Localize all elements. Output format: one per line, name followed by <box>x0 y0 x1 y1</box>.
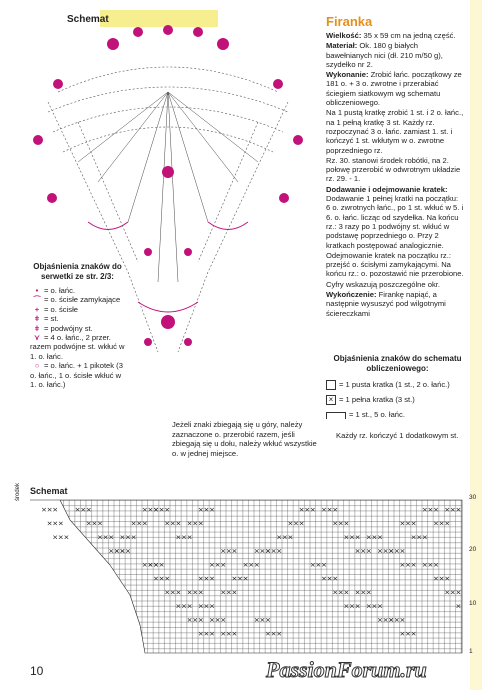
add-text: Dodawanie 1 pełnej kratki na początku: 6 o. zwrotnych łańc., po 1 st. wkłuć w 5. i 6. o. łańc. licząc od szydełka. Na końcu rz.: 3 razy po 1 podwójny st. wkłuć w podstawę poprzedniego o. Przy 2 kratkach postępować analogicznie. <box>326 194 464 250</box>
doily-stitch-rays <box>78 92 258 282</box>
bar-symbol-icon <box>326 412 346 419</box>
schema-heading: Schemat <box>67 14 109 25</box>
row-label-10: 10 <box>469 600 477 607</box>
row-label-20: 20 <box>469 546 477 553</box>
chain-symbol-icon: • <box>35 286 39 295</box>
grid-side-label: środek <box>15 482 21 501</box>
instructions <box>326 31 464 319</box>
sub-text: Odejmowanie kratek na początku rz.: przejść o. ścisłymi zamykającymi. Na końcu rz.: o. pozostawić nie przerobione. <box>326 250 464 279</box>
material-text: Ok. 180 g białych bawełnianych nici (dł. 210 m/50 g), szydełko nr 2. <box>326 41 443 69</box>
legend-item: + = o. ścisłe <box>30 305 125 314</box>
finish-text: Firankę napiąć, a następnie wysuszyć pod wilgotnymi ściereczkami <box>326 290 446 318</box>
legend-right-heading: Objaśnienia znaków do schematu obliczeniowego: <box>333 354 462 373</box>
size-label: Wielkość: <box>326 31 362 40</box>
size-text: 35 x 59 cm na jedną część. <box>363 31 456 40</box>
legend-item: × = 1 pełna kratka (3 st.) <box>326 395 466 405</box>
legend-item: ⌒ = o. ścisłe zamykające <box>30 295 125 304</box>
legend-item: • = o. łańc. <box>30 286 125 295</box>
instructions-p1: Na 1 pustą kratkę zrobić 1 st. i 2 o. łańc., na 1 pełną kratkę 3 st. Każdy rz. rozpoczynać 3 o. łańc. zamiast 1. st. i kończyć 1 st. wkłutym w o. zwrotne poprzedniego rz. <box>326 108 464 155</box>
pattern-title: Firanka <box>326 14 373 29</box>
picot-icon: ○ <box>34 361 40 371</box>
filled-square-icon: × <box>326 395 336 405</box>
row-label-1: 1 <box>469 648 473 655</box>
numbers-text: Cyfry wskazują poszczególne okr. <box>326 279 440 289</box>
row-label-30: 30 <box>469 494 477 501</box>
treble-crochet-icon: ǂ <box>34 323 40 333</box>
add-label: Dodawanie i odejmowanie kratek: <box>326 184 448 194</box>
legend-item: ⋎ = 4 o. łańc., 2 przer. razem podwójne st. wkłuć w 1. o. łańc. <box>30 333 125 361</box>
material-label: Materiał: <box>326 41 358 51</box>
legend-item: ○ = o. łańc. + 1 pikotek (3 o. łańc., 1 o. ścisłe wkłuć w 1. o. łańc.) <box>30 361 123 390</box>
single-crochet-icon: + <box>34 304 40 314</box>
legend-item: = 1 st., 5 o. łańc. <box>326 410 466 420</box>
legend-item: ǂ = st. <box>30 314 125 323</box>
legend-item: ǂ = podwójny st. <box>30 324 125 333</box>
double-crochet-icon: ǂ <box>34 314 40 324</box>
finish-label: Wykończenie: <box>326 290 377 300</box>
slip-stitch-icon: ⌒ <box>33 295 41 305</box>
legend-left-heading: Objaśnienia znaków do serwetki ze str. 2/3: <box>33 262 122 281</box>
page-number: 10 <box>30 664 44 678</box>
legend-right <box>326 380 466 420</box>
making-label: Wykonanie: <box>326 70 369 80</box>
filet-grid <box>30 495 470 660</box>
legend-left <box>30 262 125 389</box>
cluster-icon: ⋎ <box>34 333 40 343</box>
empty-square-icon <box>326 380 336 390</box>
row-end-note: Każdy rz. kończyć 1 dodatkowym st. <box>336 431 459 440</box>
page-edge-strip <box>470 0 482 690</box>
watermark: PassionForum.ru <box>266 657 427 682</box>
instructions-p2: Rz. 30. stanowi środek robótki, na 2. połowę przerobić w odwrotnym układzie rz. 29. - 1. <box>326 155 461 184</box>
legend-item: = 1 pusta kratka (1 st., 2 o. łańc.) <box>326 380 466 390</box>
grid-title: Schemat <box>30 486 68 496</box>
making-text: Zrobić łańc. początkowy ze 181 o. + 3 o. zwrotne i przerabiać ściegiem siatkowym wg schematu obliczeniowego. <box>326 70 462 108</box>
diagram-note: Jeżeli znaki zbiegają się u góry, należy zaznaczone o. przerobić razem, jeśli zbiegają się u dołu, należy wkłuć wszystkie o. w jednej miejsce. <box>172 420 317 458</box>
